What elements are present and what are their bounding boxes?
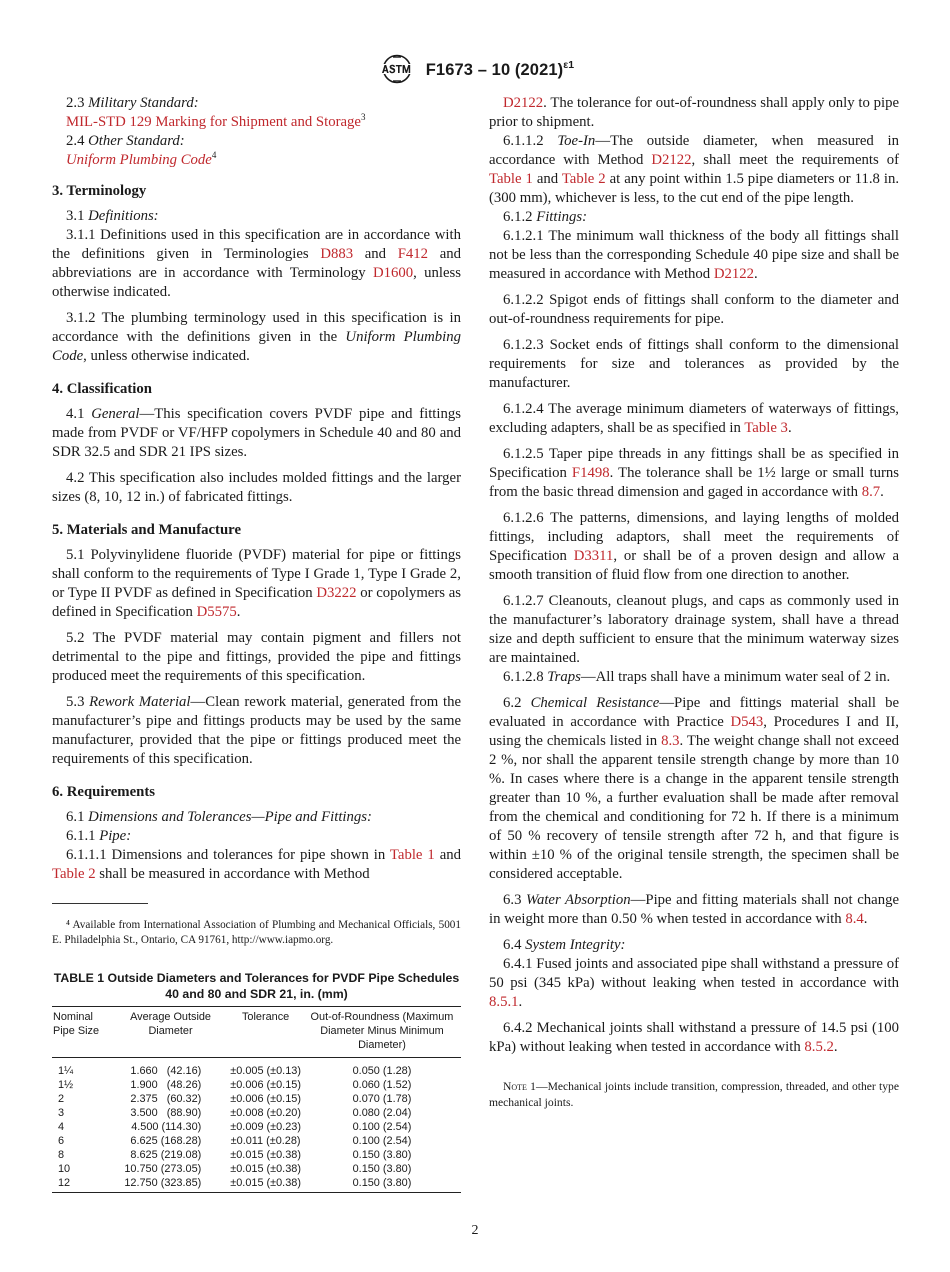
- reference-link[interactable]: 8.5.1: [489, 994, 519, 1010]
- footnote-4: ⁴ Available from International Association of Plumbing and Mechanical Officials, 5001 E. Philadelphia St., Ontario, CA 91761, http://www.iapmo.org.: [52, 919, 461, 946]
- paragraph-left-16: [52, 808, 461, 827]
- paragraph-left-5: [52, 207, 461, 226]
- text-run: 5.3: [66, 694, 90, 710]
- text-run: .: [787, 420, 792, 436]
- reference-link[interactable]: F412: [397, 246, 429, 262]
- text-run: 5.2 The PVDF material may contain pigment and fillers not detrimental to the pipe and fittings, provided the pipe and fittings produced meet the requirements of this specification.: [52, 630, 461, 684]
- left-column: [52, 94, 461, 1193]
- text-run: 6.1.2.5 Taper pipe threads in any fittings shall be as specified in Specification: [489, 446, 899, 481]
- paragraph-right-2: [489, 208, 899, 227]
- paragraph-right-0: [489, 94, 899, 132]
- reference-link[interactable]: D2122: [503, 95, 544, 111]
- cell-out-of-roundness: 0.070 (1.78): [352, 1093, 412, 1105]
- cell-out-of-roundness: 0.150 (3.80): [352, 1149, 412, 1161]
- reference-link[interactable]: 8.3: [661, 733, 680, 749]
- paragraph-right-5: [489, 336, 899, 393]
- table-1: [52, 1006, 461, 1193]
- text-run: 2.3: [66, 95, 89, 111]
- reference-link[interactable]: MIL-STD 129: [66, 114, 152, 130]
- page-header: [0, 53, 950, 85]
- reference-link[interactable]: D5575: [196, 604, 237, 620]
- reference-link[interactable]: F1498: [571, 465, 610, 481]
- designation-text: F1673 – 10 (2021): [425, 60, 564, 79]
- cell-outside-diameter: 8.625 (219.08): [130, 1149, 202, 1161]
- text-run: Water Absorption: [526, 892, 631, 908]
- text-run: 5. Materials and Manufacture: [52, 522, 241, 538]
- cell-out-of-roundness: 0.060 (1.52): [352, 1079, 412, 1091]
- text-run: , shall meet the requirements of: [691, 152, 899, 168]
- text-run: 3.1: [66, 208, 89, 224]
- page-number: 2: [471, 1223, 479, 1238]
- text-run: 6.1.2.8: [503, 669, 548, 685]
- text-run: .: [863, 911, 868, 927]
- text-run: 3.1.1 Definitions used in this specification are in accordance with the definitions given in Terminologies: [52, 227, 461, 262]
- text-run: .: [236, 604, 241, 620]
- text-run: 6.1.2.4 The average minimum diameters of waterways of fittings, excluding adapters, shall be as specified in: [489, 401, 899, 436]
- text-run: .: [754, 266, 758, 282]
- text-run: .: [880, 484, 884, 500]
- text-run: 6.1: [66, 809, 89, 825]
- paragraph-left-14: [52, 693, 461, 769]
- cell-out-of-roundness: 0.150 (3.80): [303, 1176, 461, 1193]
- text-run: Other Standard:: [88, 133, 185, 149]
- section-heading-left-15: [52, 783, 461, 802]
- paragraph-left-10: [52, 469, 461, 507]
- section-heading-left-8: [52, 380, 461, 399]
- footnote-marker: 3: [360, 112, 366, 122]
- table-row: [52, 1162, 461, 1176]
- reference-link[interactable]: Table 3: [744, 420, 788, 436]
- cell-nominal-size: 10: [58, 1163, 71, 1175]
- text-run: —Clean rework material, generated from the manufacturer’s pipe and fittings products may be used by the same manufacturer, provided that the pipe or fittings produced meet the requirements of this specification.: [52, 694, 461, 767]
- text-run: —Pipe and fitting materials shall not change in weight more than 0.50 % when tested in accordance with: [489, 892, 899, 927]
- text-run: 4. Classification: [52, 381, 152, 397]
- table-row: [52, 1148, 461, 1162]
- cell-nominal-size: 3: [58, 1107, 65, 1119]
- text-run: Pipe:: [99, 828, 132, 844]
- text-run: . The tolerance for out-of-roundness shall apply only to pipe prior to shipment.: [489, 95, 899, 130]
- paragraph-left-9: [52, 405, 461, 462]
- table-header-row: [52, 1007, 461, 1058]
- cell-nominal-size: 12: [52, 1176, 113, 1193]
- text-run: Definitions:: [88, 208, 159, 224]
- cell-tolerance: ±0.006 (±0.15): [230, 1093, 301, 1105]
- cell-outside-diameter: 1.660 (42.16): [130, 1065, 202, 1077]
- reference-link[interactable]: Table 2: [561, 171, 606, 187]
- text-run: 2.4: [66, 133, 89, 149]
- text-run: —The outside diameter, when measured in accordance with Method: [489, 133, 900, 168]
- paragraph-right-7: [489, 445, 899, 502]
- cell-tolerance: ±0.005 (±0.13): [230, 1065, 301, 1077]
- text-run: and: [532, 171, 562, 187]
- cell-out-of-roundness: 0.050 (1.28): [352, 1065, 412, 1077]
- text-run: —Pipe and fittings material shall be evaluated in accordance with Practice: [489, 695, 900, 730]
- text-run: System Integrity:: [525, 937, 626, 953]
- cell-nominal-size: 6: [58, 1135, 65, 1147]
- text-run: 6.1.2.1 The minimum wall thickness of the body all fittings shall not be less than the corresponding Schedule 40 pipe size and shall be measured in accordance with Method: [489, 228, 899, 282]
- paragraph-left-1: [52, 113, 461, 132]
- cell-nominal-size: 4: [58, 1121, 65, 1133]
- cell-nominal-size: 1½: [58, 1079, 74, 1091]
- table-row: [52, 1134, 461, 1148]
- reference-link[interactable]: D3222: [316, 585, 357, 601]
- paragraph-left-13: [52, 629, 461, 686]
- text-run: 6.1.1.1 Dimensions and tolerances for pipe shown in: [66, 847, 390, 863]
- text-run: 6.4.1 Fused joints and associated pipe shall withstand a pressure of 50 psi (345 kPa) without leaking when tested in accordance with: [489, 956, 899, 991]
- text-run: Chemical Resistance: [530, 695, 660, 711]
- text-run: 6.1.1.2: [503, 133, 558, 149]
- cell-nominal-size: 2: [58, 1093, 65, 1105]
- text-run: , unless otherwise indicated.: [83, 348, 250, 364]
- text-run: , unless otherwise indicated.: [52, 265, 461, 300]
- cell-nominal-size: 8: [58, 1149, 65, 1161]
- table-1-title: TABLE 1 Outside Diameters and Tolerances for PVDF Pipe Schedules 40 and 80 and SDR 21, in. (mm): [53, 971, 460, 1001]
- paragraph-left-12: [52, 546, 461, 622]
- text-run: 6.1.2: [503, 209, 537, 225]
- paragraph-right-11: [489, 694, 899, 884]
- text-run: 4.1: [66, 406, 92, 422]
- paragraph-left-17: [52, 827, 461, 846]
- cell-nominal-size: 1¼: [58, 1065, 74, 1077]
- cell-tolerance: ±0.015 (±0.38): [228, 1176, 303, 1193]
- text-run: .: [518, 994, 523, 1010]
- reference-link[interactable]: 8.7: [861, 484, 881, 500]
- paragraph-right-4: [489, 291, 899, 329]
- cell-out-of-roundness: 0.100 (2.54): [352, 1121, 412, 1133]
- note-1-text: —Mechanical joints include transition, compression, threaded, and other type mechanical joints.: [489, 1080, 899, 1109]
- paragraph-right-8: [489, 509, 899, 585]
- text-run: , Procedures I and II, using the chemicals listed in: [489, 714, 899, 749]
- section-heading-left-11: [52, 521, 461, 540]
- text-run: and abbreviations are in accordance with Terminology: [52, 246, 461, 281]
- text-run: 3.1.2 The plumbing terminology used in this specification is in accordance with the definitions given in the: [52, 310, 461, 345]
- table-row: [52, 1120, 461, 1134]
- reference-link[interactable]: Marking for Shipment and Storage: [155, 114, 361, 130]
- cell-out-of-roundness: 0.150 (3.80): [352, 1163, 412, 1175]
- text-run: shall be measured in accordance with Method: [95, 866, 370, 882]
- paragraph-left-18: [52, 846, 461, 884]
- text-run: 4.2 This specification also includes molded fittings and the larger sizes (8, 10, 12 in.) of fabricated fittings.: [52, 470, 461, 505]
- cell-tolerance: ±0.015 (±0.38): [230, 1163, 301, 1175]
- paragraph-left-7: [52, 309, 461, 366]
- paragraph-right-13: [489, 936, 899, 955]
- cell-outside-diameter: 6.625 (168.28): [130, 1135, 202, 1147]
- text-run: Military Standard:: [88, 95, 199, 111]
- section-heading-left-4: [52, 182, 461, 201]
- cell-tolerance: ±0.011 (±0.28): [230, 1135, 301, 1147]
- text-run: . The tolerance shall be 1½ large or small turns from the basic thread dimension and gaged in accordance with: [489, 465, 899, 500]
- text-run: Dimensions and Tolerances—Pipe and Fittings:: [88, 809, 372, 825]
- text-run: and: [353, 246, 398, 262]
- paragraph-right-10: [489, 668, 899, 687]
- note-1-label: Note 1: [503, 1080, 536, 1093]
- text-run: General: [91, 406, 140, 422]
- left-column-text: [52, 94, 461, 884]
- text-run: Traps: [547, 669, 581, 685]
- cell-out-of-roundness: 0.100 (2.54): [352, 1135, 412, 1147]
- reference-link[interactable]: 8.5.2: [804, 1039, 834, 1055]
- table-row: [52, 1092, 461, 1106]
- text-run: —All traps shall have a minimum water seal of 2 in.: [580, 669, 891, 685]
- paragraph-left-6: [52, 226, 461, 302]
- text-run: 6.4.2 Mechanical joints shall withstand a pressure of 14.5 psi (100 kPa) without leaking when tested in accordance with: [489, 1020, 899, 1055]
- reference-link[interactable]: D2122: [713, 266, 755, 282]
- note-1: [489, 1079, 899, 1111]
- table-1-body: [52, 1058, 461, 1193]
- text-run: 6.4: [503, 937, 526, 953]
- cell-out-of-roundness: 0.080 (2.04): [352, 1107, 412, 1119]
- text-run: 3. Terminology: [52, 183, 147, 199]
- text-run: 6.2: [503, 695, 531, 711]
- reference-link[interactable]: Uniform Plumbing Code: [66, 152, 212, 168]
- text-run: —This specification covers PVDF pipe and fittings made from PVDF or VF/HFP copolymers in Schedule 40 and 80 and SDR 32.5 and SDR 21 IPS sizes.: [52, 406, 461, 460]
- text-run: at any point within 1.5 pipe diameters or 11.8 in. (300 mm), whichever is less, to the cut end of the pipe length.: [489, 171, 900, 206]
- col-header-tolerance: Tolerance: [228, 1007, 303, 1058]
- paragraph-right-1: [489, 132, 899, 208]
- text-run: Rework Material: [89, 694, 191, 710]
- text-run: Fittings:: [536, 209, 587, 225]
- paragraph-left-0: [52, 94, 461, 113]
- text-run: 6. Requirements: [52, 784, 155, 800]
- cell-tolerance: ±0.008 (±0.20): [230, 1107, 301, 1119]
- text-run: 6.1.2.7 Cleanouts, cleanout plugs, and caps as commonly used in the manufacturer’s laboratory drainage system, shall have a thread size and depth sufficient to ensure that the minimum waterway sizes are maintained.: [489, 593, 899, 666]
- footnote-rule: [52, 903, 148, 904]
- table-row: [52, 1176, 461, 1193]
- cell-outside-diameter: 1.900 (48.26): [130, 1079, 202, 1091]
- text-run: . The weight change shall not exceed 2 %, nor shall the apparent tensile strength change by more than 10 %. In cases where there is a change in the apparent tensile strength greater than 10 %, a further evaluation shall be made after removal from the chemical and conditioning for 72 h. If there is a minimum of 50 % recovery of tensile strength after 72 h, and that figure is within ±10 % of the original tensile strength, the specimen shall be considered acceptable.: [489, 733, 900, 882]
- table-row: [52, 1058, 461, 1079]
- text-run: 6.1.2.6 The patterns, dimensions, and laying lengths of molded fittings, including adaptors, shall meet the requirements of Specification: [489, 510, 899, 564]
- right-column-text: [489, 94, 899, 1057]
- reference-link[interactable]: D3311: [573, 548, 614, 564]
- epsilon-superscript: ε1: [563, 58, 575, 71]
- paragraph-right-15: [489, 1019, 899, 1057]
- reference-link[interactable]: D1600: [372, 265, 414, 281]
- text-run: , or shall be of a proven design and allow a smooth transition of fluid flow from one direction to another.: [489, 548, 899, 583]
- paragraph-right-3: [489, 227, 899, 284]
- reference-link[interactable]: D543: [730, 714, 764, 730]
- cell-tolerance: ±0.015 (±0.38): [230, 1149, 301, 1161]
- reference-link[interactable]: D883: [320, 246, 354, 262]
- paragraph-right-6: [489, 400, 899, 438]
- text-run: 6.1.2.2 Spigot ends of fittings shall conform to the diameter and out-of-roundness requirements for pipe.: [489, 292, 899, 327]
- col-header-outside-diameter: Average Outside Diameter: [113, 1007, 228, 1058]
- reference-link[interactable]: Table 1: [489, 171, 533, 187]
- text-run: or copolymers as defined in Specification: [52, 585, 462, 620]
- astm-logo-icon: [376, 54, 418, 84]
- cell-outside-diameter: 4.500 (114.30): [131, 1121, 202, 1133]
- reference-link[interactable]: Table 2: [52, 866, 96, 882]
- col-header-out-of-roundness: Out-of-Roundness (Maximum Diameter Minus Minimum Diameter): [303, 1007, 461, 1058]
- text-run: Toe-In: [557, 133, 596, 149]
- footnote-marker: 4: [211, 150, 217, 160]
- col-header-nominal-size: Nominal Pipe Size: [52, 1007, 113, 1058]
- cell-outside-diameter: 3.500 (88.90): [130, 1107, 202, 1119]
- text-run: 6.1.2.3 Socket ends of fittings shall conform to the dimensional requirements for size and tolerances as provided by the manufacturer.: [489, 337, 899, 391]
- paragraph-right-14: [489, 955, 899, 1012]
- right-column: [489, 94, 899, 1111]
- table-row: [52, 1106, 461, 1120]
- standard-designation: [426, 59, 575, 80]
- cell-outside-diameter: 10.750 (273.05): [124, 1163, 202, 1175]
- text-run: 5.1 Polyvinylidene fluoride (PVDF) material for pipe or fittings shall conform to the requirements of Type I Grade 1, Type I Grade 2, or Type II PVDF as defined in Specification: [52, 547, 461, 601]
- cell-outside-diameter: 12.750 (323.85): [113, 1176, 228, 1193]
- text-run: and: [434, 847, 462, 863]
- paragraph-right-12: [489, 891, 899, 929]
- text-run: .: [833, 1039, 838, 1055]
- paragraph-left-3: [52, 151, 461, 170]
- paragraph-left-2: [52, 132, 461, 151]
- reference-link[interactable]: 8.4: [845, 911, 864, 927]
- paragraph-right-9: [489, 592, 899, 668]
- reference-link[interactable]: D2122: [651, 152, 692, 168]
- text-run: Uniform Plumbing Code: [52, 329, 461, 364]
- cell-tolerance: ±0.009 (±0.23): [230, 1121, 301, 1133]
- text-run: 6.1.1: [66, 828, 100, 844]
- reference-link[interactable]: Table 1: [389, 847, 435, 863]
- table-row: [52, 1078, 461, 1092]
- text-run: 6.3: [503, 892, 527, 908]
- cell-tolerance: ±0.006 (±0.15): [230, 1079, 301, 1091]
- cell-outside-diameter: 2.375 (60.32): [130, 1093, 202, 1105]
